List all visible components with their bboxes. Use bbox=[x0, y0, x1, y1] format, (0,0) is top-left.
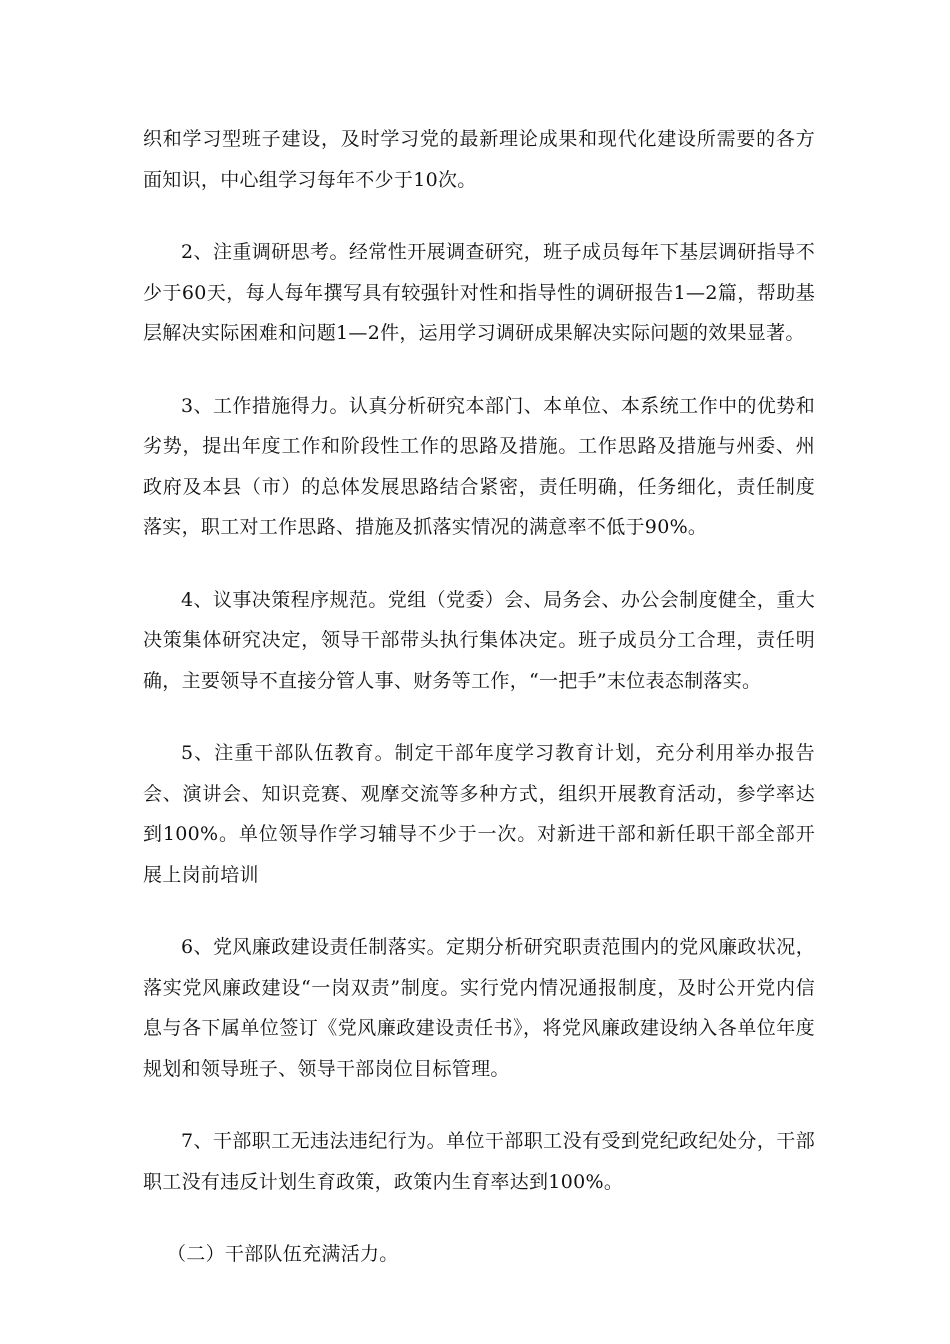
paragraph-item-3: 3、工作措施得力。认真分析研究本部门、本单位、本系统工作中的优势和劣势，提出年度工作和阶段性工作的思路及措施。工作思路及措施与州委、州政府及本县（市）的总体发展思路结合紧密，责任明确，任务细化，责任制度落实，职工对工作思路、措施及抓落实情况的满意率不低于90%。 bbox=[143, 394, 815, 538]
paragraph-continuation: 织和学习型班子建设，及时学习党的最新理论成果和现代化建设所需要的各方面知识，中心组学习每年不少于10次。 bbox=[143, 128, 815, 191]
paragraph-item-4: 4、议事决策程序规范。党组（党委）会、局务会、办公会制度健全，重大决策集体研究决定，领导干部带头执行集体决定。班子成员分工合理，责任明确，主要领导不直接分管人事、财务等工作，“一把手”末位表态制落实。 bbox=[143, 588, 815, 692]
paragraph-item-6: 6、党风廉政建设责任制落实。定期分析研究职责范围内的党风廉政状况，落实党风廉政建设“一岗双责”制度。实行党内情况通报制度，及时公开党内信息与各下属单位签订《党风廉政建设责任书》，将党风廉政建设纳入各单位年度规划和领导班子、领导干部岗位目标管理。 bbox=[143, 936, 815, 1080]
paragraph-item-5: 5、注重干部队伍教育。制定干部年度学习教育计划，充分利用举办报告会、演讲会、知识竞赛、观摩交流等多种方式，组织开展教育活动，参学率达到100%。单位领导作学习辅导不少于一次。对新进干部和新任职干部全部开展上岗前培训 bbox=[143, 742, 815, 886]
paragraph-item-7: 7、干部职工无违法违纪行为。单位干部职工没有受到党纪政纪处分，干部职工没有违反计划生育政策，政策内生育率达到100%。 bbox=[143, 1130, 815, 1193]
document-body bbox=[143, 119, 815, 1275]
section-heading: （二）干部队伍充满活力。 bbox=[167, 1243, 399, 1265]
paragraph-item-2: 2、注重调研思考。经常性开展调查研究，班子成员每年下基层调研指导不少于60天，每人每年撰写具有较强针对性和指导性的调研报告1—2篇，帮助基层解决实际困难和问题1—2件，运用学习调研成果解决实际问题的效果显著。 bbox=[143, 241, 815, 344]
